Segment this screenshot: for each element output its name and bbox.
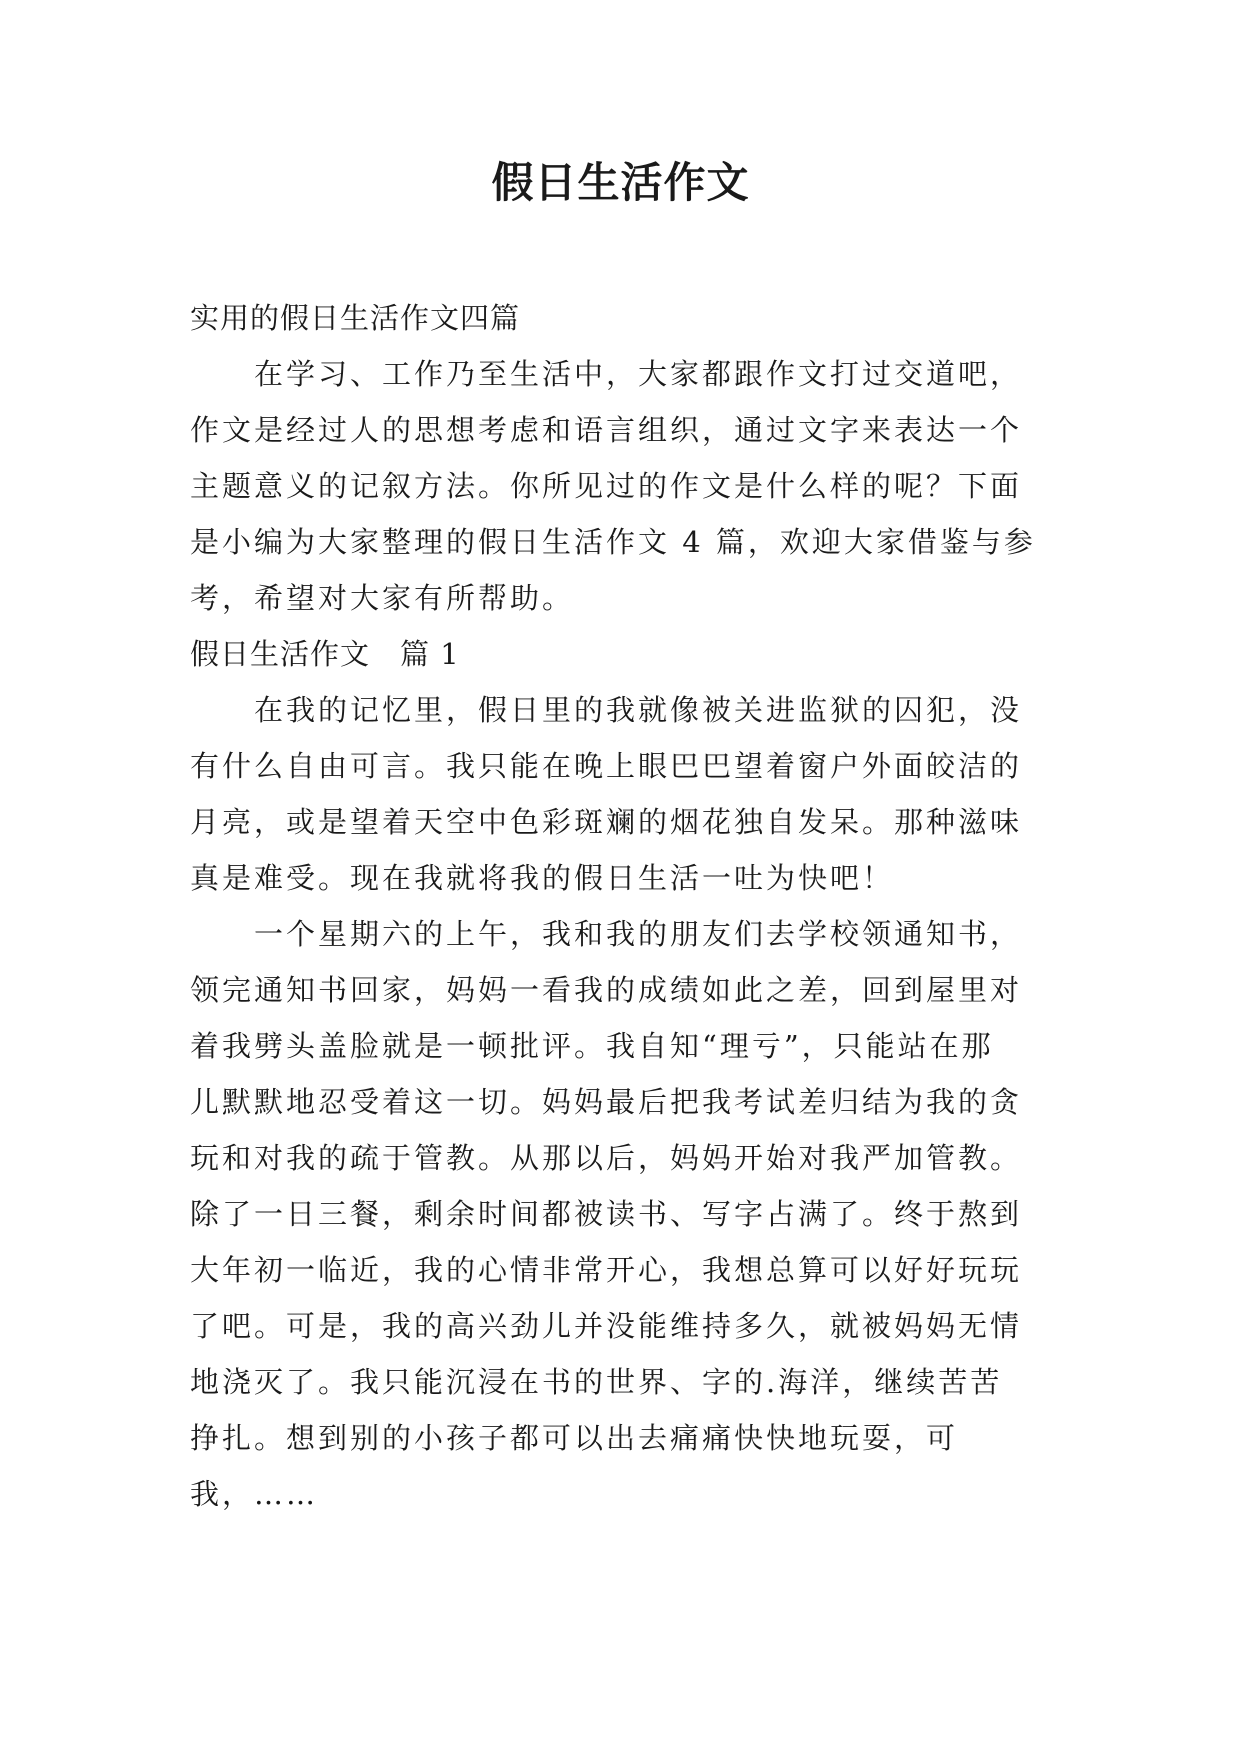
- text-line: 挣扎。想到别的小孩子都可以出去痛痛快快地玩耍，可: [190, 1421, 959, 1455]
- text-line: 考，希望对大家有所帮助。: [190, 581, 575, 615]
- section-heading: 假日生活作文 篇 1: [190, 637, 460, 671]
- text-line: 儿默默地忍受着这一切。妈妈最后把我考试差归结为我的贪: [190, 1085, 1023, 1119]
- subtitle-line: 实用的假日生活作文四篇: [190, 301, 521, 335]
- text-line: 月亮，或是望着天空中色彩斑斓的烟花独自发呆。那种滋味: [190, 805, 1023, 839]
- text-line: 大年初一临近，我的心情非常开心，我想总算可以好好玩玩: [190, 1253, 1023, 1287]
- text-line: 是小编为大家整理的假日生活作文 4 篇，欢迎大家借鉴与参: [190, 525, 1036, 559]
- text-line: 着我劈头盖脸就是一顿批评。我自知“理亏”，只能站在那: [190, 1029, 994, 1063]
- text-line: 主题意义的记叙方法。你所见过的作文是什么样的呢？下面: [190, 469, 1023, 503]
- text-line: 地浇灭了。我只能沉浸在书的世界、字的.海洋，继续苦苦: [190, 1365, 1003, 1399]
- text-line: 我，……: [190, 1477, 319, 1511]
- text-line: 在我的记忆里，假日里的我就像被关进监狱的囚犯，没: [190, 693, 1023, 727]
- text-line: 了吧。可是，我的高兴劲儿并没能维持多久，就被妈妈无情: [190, 1309, 1023, 1343]
- text-line: 在学习、工作乃至生活中，大家都跟作文打过交道吧，: [190, 357, 1023, 391]
- document-title: 假日生活作文: [491, 158, 750, 207]
- text-line: 有什么自由可言。我只能在晚上眼巴巴望着窗户外面皎洁的: [190, 749, 1023, 783]
- text-line: 除了一日三餐，剩余时间都被读书、写字占满了。终于熬到: [190, 1197, 1023, 1231]
- text-line: 玩和对我的疏于管教。从那以后，妈妈开始对我严加管教。: [190, 1141, 1023, 1175]
- text-line: 一个星期六的上午，我和我的朋友们去学校领通知书，: [190, 917, 1023, 951]
- text-line: 作文是经过人的思想考虑和语言组织，通过文字来表达一个: [190, 413, 1023, 447]
- text-line: 领完通知书回家，妈妈一看我的成绩如此之差，回到屋里对: [190, 973, 1023, 1007]
- text-line: 真是难受。现在我就将我的假日生活一吐为快吧！: [190, 861, 895, 895]
- document-body: [190, 290, 1090, 1522]
